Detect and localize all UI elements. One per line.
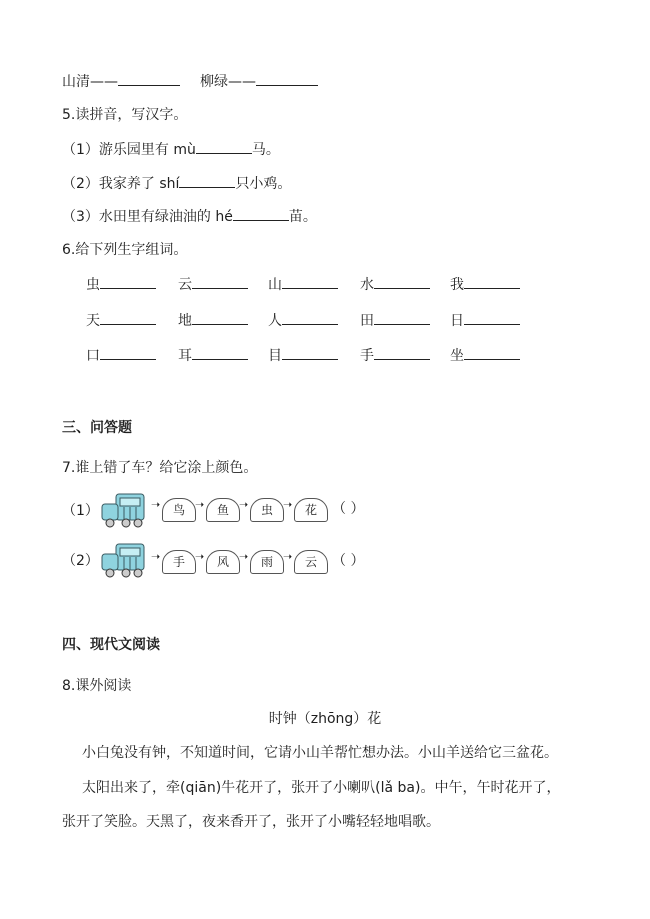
car-character: 雨	[260, 555, 273, 569]
character: 人	[268, 313, 282, 329]
answer-parentheses[interactable]: （ ）	[332, 553, 365, 569]
car-character: 花	[304, 503, 317, 517]
car-character: 风	[216, 555, 229, 569]
answer-blank[interactable]	[374, 311, 430, 325]
passage-title: 时钟（zhōng）花	[268, 711, 382, 727]
character: 山	[268, 277, 282, 293]
item-number: （1）	[62, 142, 99, 158]
arrow-right-icon: ➝	[195, 550, 205, 563]
arrow-right-icon: ➝	[239, 550, 249, 563]
answer-blank[interactable]	[100, 311, 156, 325]
item-text-end: 只小鸡。	[235, 176, 292, 192]
car-character: 虫	[260, 503, 273, 517]
item-text: 游乐园里有 mù	[98, 142, 196, 158]
character: 日	[450, 313, 464, 329]
answer-blank[interactable]	[196, 140, 252, 154]
locomotive-icon	[100, 492, 150, 528]
question-7-title: 7.谁上错了车？给它涂上颜色。	[62, 460, 258, 476]
car-character: 鱼	[216, 503, 229, 517]
train-car[interactable]	[206, 550, 240, 574]
answer-blank[interactable]	[100, 346, 156, 360]
top-fill-line	[62, 72, 318, 91]
train-row-2	[62, 542, 382, 582]
answer-blank[interactable]	[100, 275, 156, 289]
train-car[interactable]	[294, 550, 328, 574]
character: 口	[86, 348, 100, 364]
answer-blank[interactable]	[282, 311, 338, 325]
answer-blank[interactable]	[233, 207, 289, 221]
item-text-end: 马。	[251, 142, 280, 158]
answer-blank[interactable]	[118, 72, 180, 86]
character: 地	[178, 313, 192, 329]
item-number: （3）	[62, 209, 99, 225]
passage-line-1: 小白兔没有钟，不知道时间，它请小山羊帮忙想办法。小山羊送给它三盆花。	[82, 745, 558, 761]
car-character: 鸟	[172, 503, 185, 517]
train-car[interactable]	[206, 498, 240, 522]
passage-line-2: 太阳出来了，牵(qiān)牛花开了，张开了小喇叭(lǎ ba)。中午，午时花开了，	[82, 780, 561, 796]
arrow-right-icon: ➝	[151, 498, 161, 511]
top-item-2: 柳绿——	[200, 74, 256, 90]
car-character: 云	[304, 555, 317, 569]
character: 虫	[86, 277, 100, 293]
arrow-right-icon: ➝	[283, 498, 293, 511]
car-character: 手	[172, 555, 185, 569]
passage-line-3: 张开了笑脸。天黑了，夜来香开了，张开了小嘴轻轻地唱歌。	[62, 814, 440, 830]
answer-blank[interactable]	[192, 311, 248, 325]
item-number: （2）	[62, 176, 99, 192]
arrow-right-icon: ➝	[283, 550, 293, 563]
character: 云	[178, 277, 192, 293]
answer-blank[interactable]	[192, 275, 248, 289]
answer-blank[interactable]	[464, 311, 520, 325]
question-8-title: 8.课外阅读	[62, 678, 132, 694]
item-text: 我家养了 shí	[98, 176, 180, 192]
character: 我	[450, 277, 464, 293]
top-item-1: 山清——	[62, 74, 118, 90]
character: 坐	[450, 348, 464, 364]
q5-item-1	[62, 140, 280, 159]
train-car[interactable]	[250, 550, 284, 574]
character: 水	[360, 277, 374, 293]
answer-blank[interactable]	[374, 346, 430, 360]
train-row-1	[62, 492, 382, 532]
answer-blank[interactable]	[282, 275, 338, 289]
answer-blank[interactable]	[464, 275, 520, 289]
q5-item-3	[62, 207, 317, 226]
arrow-right-icon: ➝	[195, 498, 205, 511]
item-number: （2）	[62, 553, 99, 569]
answer-blank[interactable]	[192, 346, 248, 360]
train-car[interactable]	[294, 498, 328, 522]
character: 耳	[178, 348, 192, 364]
question-6-title: 6.给下列生字组词。	[62, 242, 188, 258]
section-3-heading: 三、问答题	[62, 420, 132, 436]
answer-blank[interactable]	[256, 72, 318, 86]
train-car[interactable]	[250, 498, 284, 522]
character: 天	[86, 313, 100, 329]
answer-blank[interactable]	[374, 275, 430, 289]
character: 手	[360, 348, 374, 364]
arrow-right-icon: ➝	[151, 550, 161, 563]
item-number: （1）	[62, 503, 99, 519]
answer-parentheses[interactable]: （ ）	[332, 501, 365, 517]
answer-blank[interactable]	[179, 174, 235, 188]
answer-blank[interactable]	[464, 346, 520, 360]
item-text-end: 苗。	[288, 209, 317, 225]
answer-blank[interactable]	[282, 346, 338, 360]
character: 田	[360, 313, 374, 329]
locomotive-icon	[100, 542, 150, 578]
arrow-right-icon: ➝	[239, 498, 249, 511]
train-car[interactable]	[162, 550, 196, 574]
train-car[interactable]	[162, 498, 196, 522]
question-5-title: 5.读拼音，写汉字。	[62, 107, 188, 123]
q5-item-2	[62, 174, 291, 193]
character: 目	[268, 348, 282, 364]
section-4-heading: 四、现代文阅读	[62, 637, 160, 653]
item-text: 水田里有绿油油的 hé	[98, 209, 233, 225]
